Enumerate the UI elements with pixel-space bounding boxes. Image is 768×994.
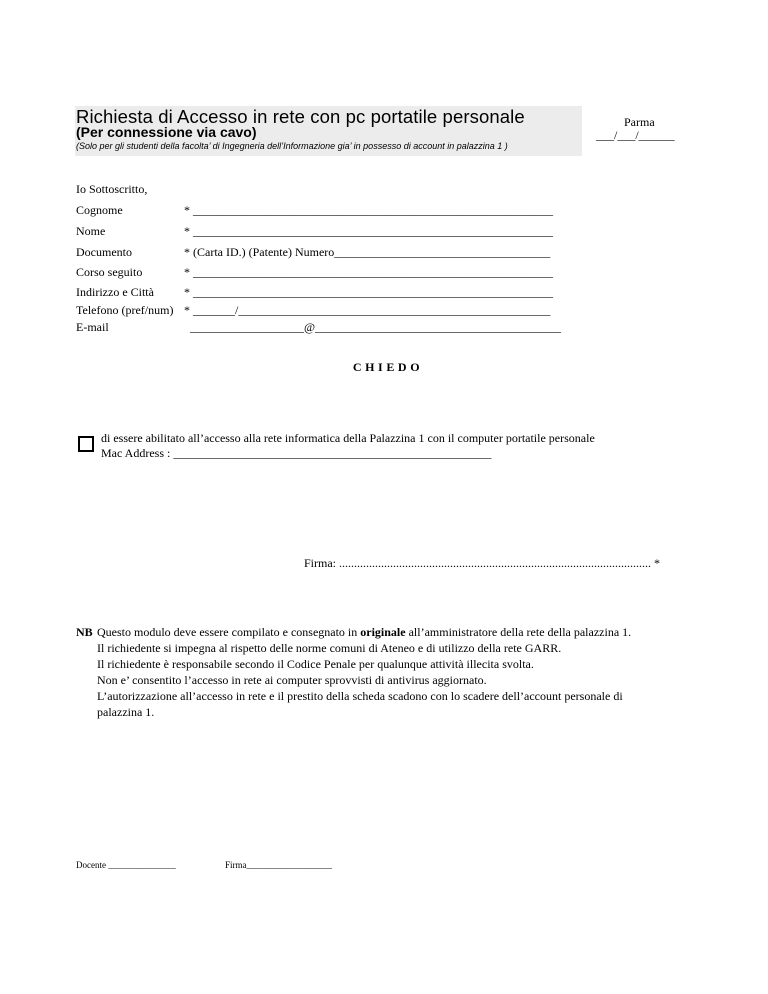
page-subtitle: (Per connessione via cavo) <box>76 124 257 140</box>
docente-field[interactable]: Docente _______________ <box>76 860 176 870</box>
field-corso[interactable]: * ____________________________________________________________ <box>184 265 553 279</box>
eligibility-note: (Solo per gli studenti della facolta’ di Ingegneria dell’Informazione gia’ in possesso di account in palazzina 1 ) <box>76 141 508 151</box>
field-label-corso: Corso seguito <box>76 265 143 279</box>
form-intro: Io Sottoscritto, <box>76 182 148 196</box>
field-documento[interactable]: * (Carta ID.) (Patente) Numero____________________________________ <box>184 245 551 259</box>
nb-line-5: L’autorizzazione all’accesso in rete e il prestito della scheda scadono con lo scadere dell’account personale di <box>97 689 623 703</box>
field-email[interactable]: ___________________@_________________________________________ <box>184 320 562 334</box>
signature-field[interactable]: Firma: ........................................................................................................ * <box>304 556 660 570</box>
field-indirizzo[interactable]: * ____________________________________________________________ <box>184 285 553 299</box>
request-text: di essere abilitato all’accesso alla rete informatica della Palazzina 1 con il computer portatile personale <box>101 431 595 445</box>
nb-notes <box>76 624 631 720</box>
nb-line-6: palazzina 1. <box>97 705 155 719</box>
section-heading-chiedo: CHIEDO <box>352 360 424 374</box>
footer-signature-field[interactable]: Firma___________________ <box>225 860 332 870</box>
field-label-nome: Nome <box>76 224 106 238</box>
field-label-indirizzo: Indirizzo e Città <box>76 285 154 299</box>
nb-line-4: Non e’ consentito l’accesso in rete ai computer sprovvisti di antivirus aggiornato. <box>97 673 487 687</box>
field-label-cognome: Cognome <box>76 203 123 217</box>
mac-address-field[interactable]: Mac Address : _____________________________________________________ <box>101 446 492 460</box>
field-label-documento: Documento <box>76 245 132 259</box>
date-field[interactable]: ___/___/______ <box>596 128 675 142</box>
nb-line-1b: all’amministratore della rete della palazzina 1. <box>405 625 632 639</box>
field-telefono[interactable]: * _______/____________________________________________________ <box>184 303 551 317</box>
place-label: Parma <box>624 115 655 129</box>
nb-line-1-bold: originale <box>360 625 406 639</box>
field-label-email: E-mail <box>76 320 109 334</box>
nb-line-1a: Questo modulo deve essere compilato e consegnato in <box>97 625 361 639</box>
field-cognome[interactable]: * ____________________________________________________________ <box>184 203 553 217</box>
nb-line-2: Il richiedente si impegna al rispetto delle norme comuni di Ateneo e di utilizzo della rete GARR. <box>97 641 562 655</box>
nb-label: NB <box>76 625 93 639</box>
field-nome[interactable]: * ____________________________________________________________ <box>184 224 553 238</box>
nb-line-3: Il richiedente è responsabile secondo il Codice Penale per qualunque attività illecita svolta. <box>97 657 534 671</box>
field-label-telefono: Telefono (pref/num) <box>76 303 174 317</box>
page-title: Richiesta di Accesso in rete con pc portatile personale <box>76 106 525 127</box>
request-checkbox[interactable] <box>78 436 94 452</box>
